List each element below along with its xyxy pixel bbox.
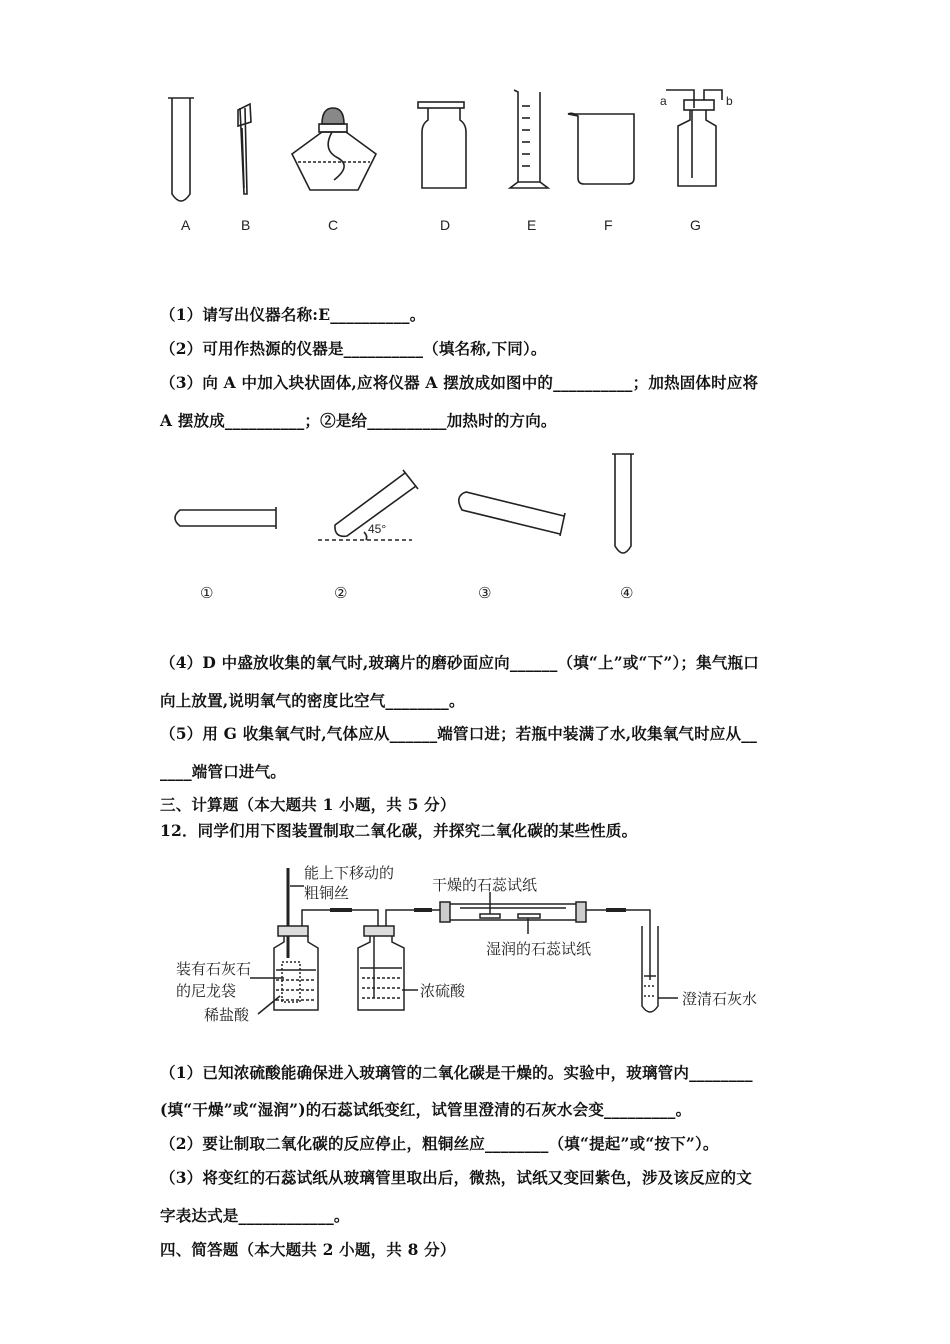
glass-tube-icon: [440, 902, 586, 922]
question-12-1-line2: (填“干燥”或“湿润”)的石蕊试纸变红，试管里澄清的石灰水会变_________。: [160, 1100, 692, 1119]
question-4-line1: （4）D 中盛放收集的氧气时,玻璃片的磨砂面应向______（填“上”或“下”）；集气瓶口: [160, 653, 759, 672]
apparatus-label-g: G: [690, 217, 701, 233]
question-2: （2）可用作热源的仪器是__________（填名称,下同）。: [160, 339, 547, 358]
position-label-4: ④: [620, 584, 634, 602]
question-5-line1: （5）用 G 收集氧气时,气体应从______端管口进；若瓶中装满了水,收集氧气时应从__: [160, 724, 758, 743]
sulfuric-acid-bottle-icon: [358, 926, 404, 1010]
nylon-bag-label-1: 装有石灰石: [176, 960, 252, 978]
g-port-a: a: [660, 94, 667, 108]
question-12-2: （2）要让制取二氧化碳的反应停止，粗铜丝应________（填“提起”或“按下”）。: [160, 1134, 719, 1153]
gas-collecting-bottle-icon: [418, 102, 466, 188]
section-3-title: 三、计算题（本大题共 1 小题，共 5 分）: [160, 795, 456, 814]
apparatus-label-c: C: [328, 217, 339, 233]
wet-litmus-label: 湿润的石蕊试纸: [486, 940, 592, 958]
apparatus-label-e: E: [527, 217, 537, 233]
tube-horizontal-icon: [175, 507, 276, 529]
test-tube-holder-icon: [238, 104, 251, 194]
question-3-line2: A 摆放成__________；②是给__________加热时的方向。: [160, 411, 557, 430]
reaction-bottle-icon: [274, 926, 318, 1010]
alcohol-lamp-icon: [292, 108, 376, 190]
position-label-2: ②: [334, 584, 348, 602]
graduated-cylinder-icon: [510, 90, 548, 188]
question-12: 12．同学们用下图装置制取二氧化碳，并探究二氧化碳的某些性质。: [160, 821, 638, 840]
position-label-1: ①: [200, 584, 214, 602]
apparatus-figure: [0, 70, 950, 270]
tube-positions-figure: [0, 440, 950, 580]
copper-wire-label-1: 能上下移动的: [304, 864, 395, 882]
hydrochloric-acid-label: 稀盐酸: [204, 1006, 250, 1024]
gas-washing-bottle-icon: [666, 90, 722, 186]
apparatus-label-a: A: [181, 217, 191, 233]
question-1: （1）请写出仪器名称:E__________。: [160, 305, 426, 324]
beaker-icon: [568, 113, 634, 184]
test-tube-icon: [168, 98, 194, 201]
position-label-3: ③: [478, 584, 492, 602]
limewater-label: 澄清石灰水: [682, 990, 758, 1008]
dry-litmus-label: 干燥的石蕊试纸: [432, 876, 538, 894]
tube-slightly-tilted-icon: [459, 492, 565, 536]
question-12-1-line1: （1）已知浓硫酸能确保进入玻璃管的二氧化碳是干燥的。实验中，玻璃管内________: [160, 1063, 753, 1082]
nylon-bag-label-2: 的尼龙袋: [176, 982, 237, 1000]
question-12-3-line2: 字表达式是____________。: [160, 1206, 350, 1225]
question-4-line2: 向上放置,说明氧气的密度比空气________。: [160, 691, 465, 710]
question-5-line2: ____端管口进气。: [160, 762, 287, 781]
apparatus-label-b: B: [241, 217, 251, 233]
g-port-b: b: [726, 94, 733, 108]
apparatus-label-d: D: [440, 217, 451, 233]
copper-wire-label-2: 粗铜丝: [304, 884, 350, 902]
apparatus-label-f: F: [604, 217, 613, 233]
question-12-3-line1: （3）将变红的石蕊试纸从玻璃管里取出后，微热，试纸又变回紫色，涉及该反应的文: [160, 1168, 752, 1187]
sulfuric-acid-label: 浓硫酸: [420, 982, 466, 1000]
angle-label: 45°: [368, 522, 387, 536]
section-4-title: 四、简答题（本大题共 2 小题，共 8 分）: [160, 1240, 456, 1259]
tube-vertical-icon: [612, 454, 634, 553]
question-3-line1: （3）向 A 中加入块状固体,应将仪器 A 摆放成如图中的__________；加热固体时应将: [160, 373, 759, 392]
